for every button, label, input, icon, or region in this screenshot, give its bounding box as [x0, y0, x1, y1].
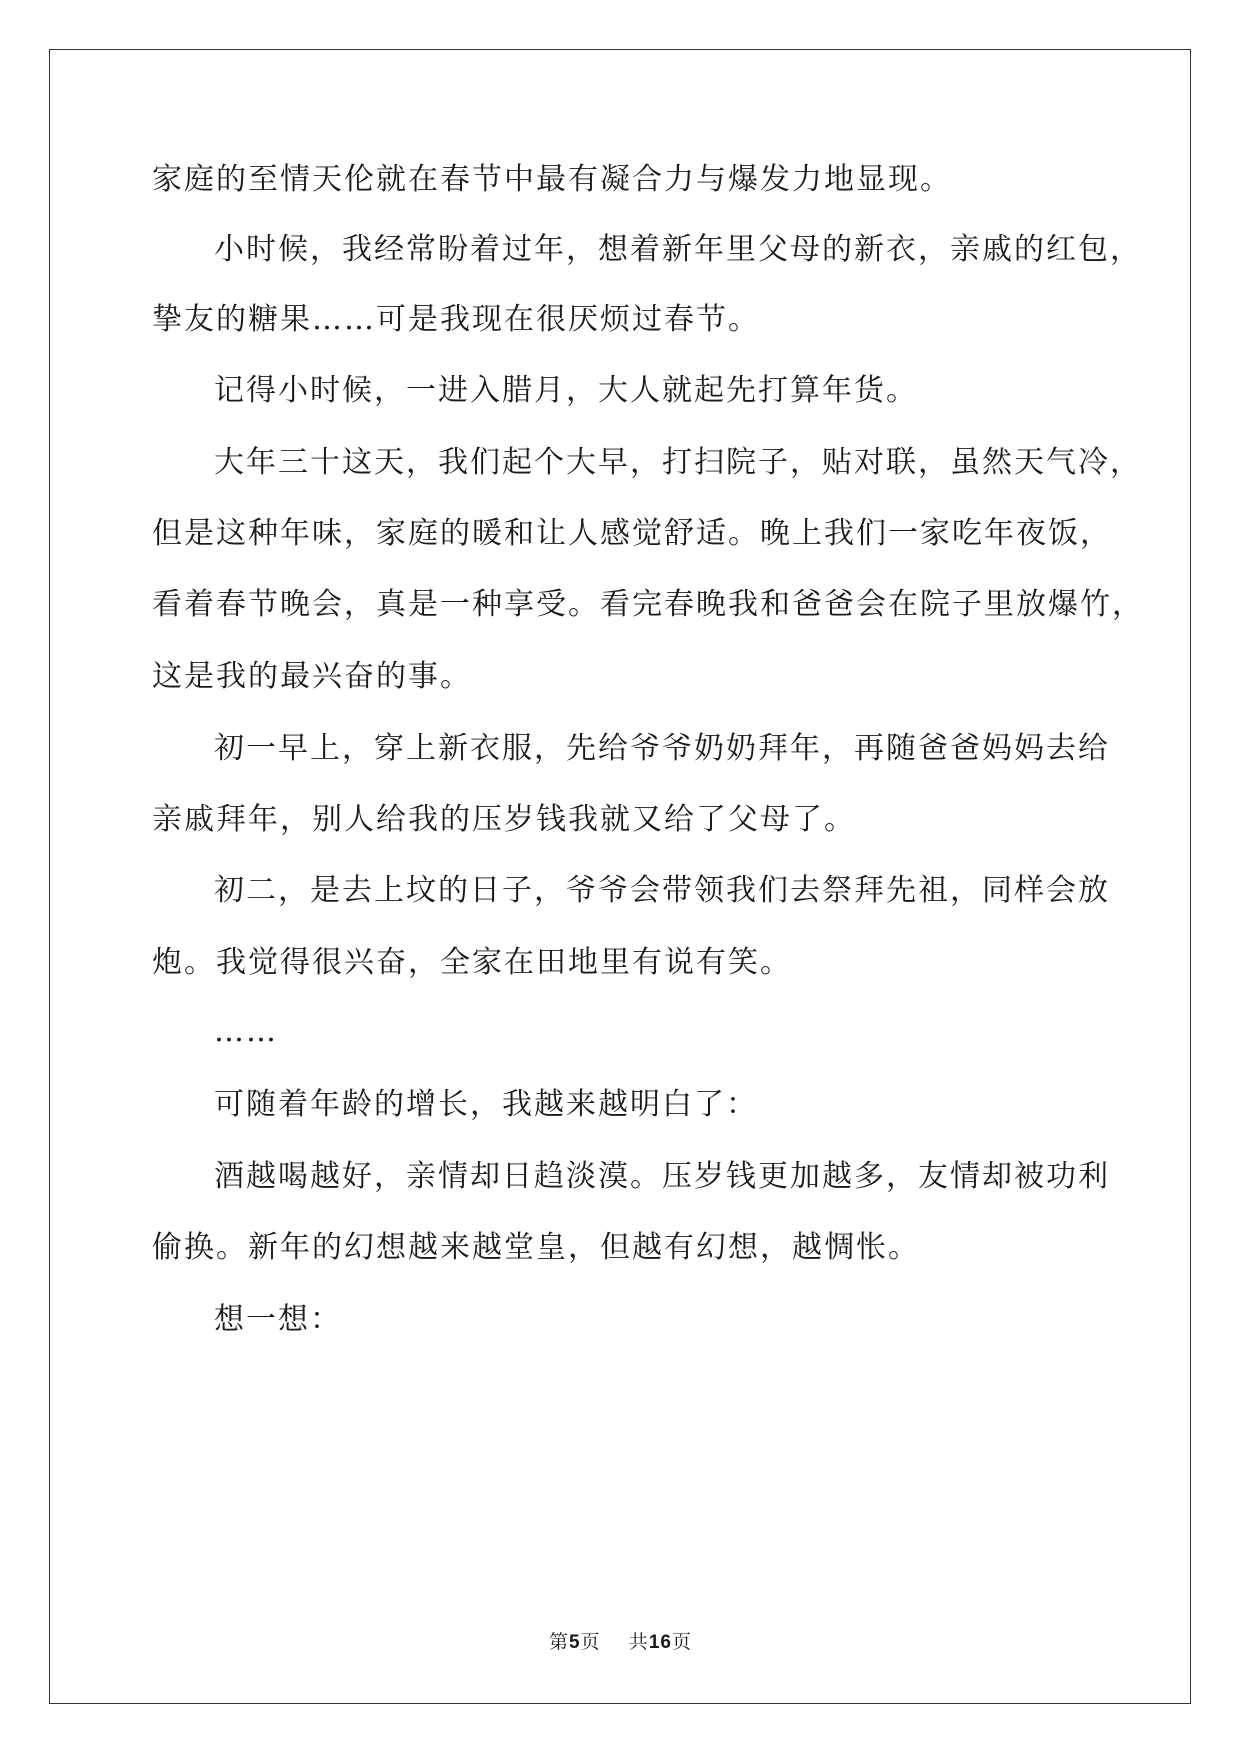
text-line: 记得小时候，一进入腊月，大人就起先打算年货。: [214, 373, 918, 408]
text-line: 挚友的糖果……可是我现在很厌烦过春节。: [152, 302, 760, 337]
text-line: 想一想：: [214, 1302, 342, 1337]
total-suffix: 页: [671, 1631, 692, 1653]
text-line: ……: [214, 1014, 278, 1049]
text-line: 初二，是去上坟的日子，爷爷会带领我们去祭拜先祖，同样会放: [214, 873, 1110, 908]
text-line: 这是我的最兴奋的事。: [152, 659, 472, 694]
text-line: 偷换。新年的幻想越来越堂皇，但越有幻想，越惆怅。: [152, 1230, 920, 1265]
text-line: 酒越喝越好，亲情却日趋淡漠。压岁钱更加越多，友情却被功利: [214, 1159, 1110, 1194]
current-page-number: 5: [569, 1632, 581, 1653]
total-prefix: 共: [628, 1631, 649, 1653]
text-line: 家庭的至情天伦就在春节中最有凝合力与爆发力地显现。: [152, 162, 952, 197]
text-line: 小时候，我经常盼着过年，想着新年里父母的新衣，亲戚的红包，: [214, 232, 1142, 267]
text-line: 但是这种年味，家庭的暖和让人感觉舒适。晚上我们一家吃年夜饭，: [152, 516, 1112, 551]
text-line: 看着春节晚会，真是一种享受。看完春晚我和爸爸会在院子里放爆竹，: [152, 587, 1144, 622]
total-page-count: 16: [648, 1632, 672, 1653]
text-line: 炮。我觉得很兴奋，全家在田地里有说有笑。: [152, 945, 792, 980]
page-suffix: 页: [580, 1631, 601, 1653]
text-line: 初一早上，穿上新衣服，先给爷爷奶奶拜年，再随爸爸妈妈去给: [214, 731, 1110, 766]
page-number-footer: [0, 1630, 1241, 1655]
text-line: 可随着年龄的增长，我越来越明白了：: [214, 1087, 758, 1122]
text-line: 亲戚拜年，别人给我的压岁钱我就又给了父母了。: [152, 802, 856, 837]
text-line: 大年三十这天，我们起个大早，打扫院子，贴对联，虽然天气冷，: [214, 445, 1142, 480]
page-prefix: 第: [549, 1631, 570, 1653]
